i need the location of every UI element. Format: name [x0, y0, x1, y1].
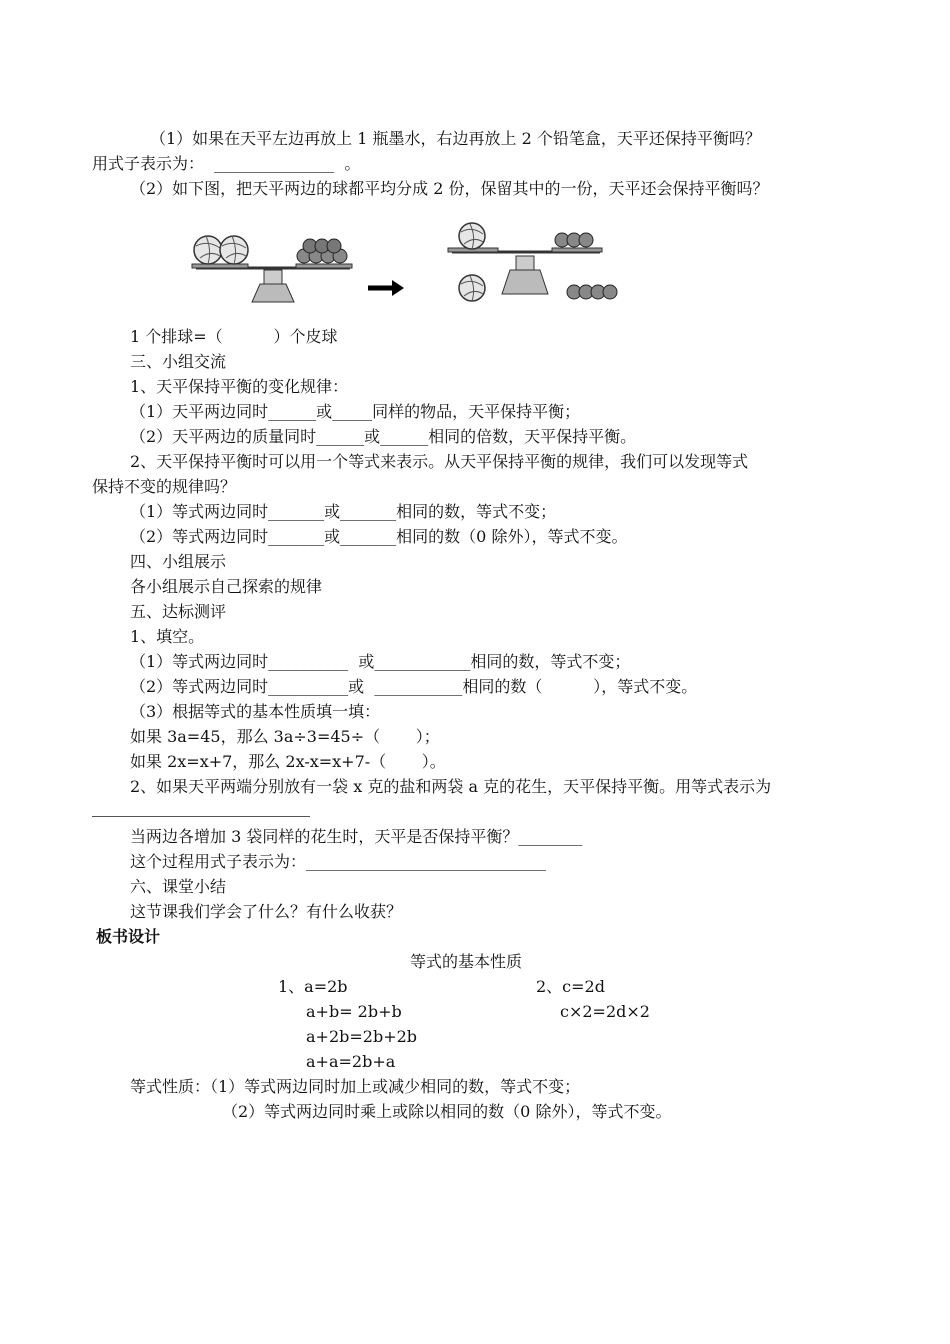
board-equation: a+a=2b+a — [306, 1052, 396, 1071]
board-equation: c×2=2d×2 — [560, 1002, 650, 1021]
arrow-right-icon — [368, 280, 404, 296]
fill-in-line: 这个过程用式子表示为：______________________________ — [130, 852, 547, 871]
question-1-answer-line: 用式子表示为： _______________ 。 — [92, 154, 361, 173]
fill-in-line: （1）等式两边同时__________ 或____________相同的数，等式不变； — [130, 652, 631, 671]
question-1-text: （1）如果在天平左边再放上 1 瓶墨水，右边再放上 2 个铅笔盒，天平还保持平衡吗？ — [150, 129, 761, 148]
board-equation: a+b= 2b+b — [306, 1002, 402, 1021]
paragraph-line: 各小组展示自己探索的规律 — [130, 577, 323, 596]
balance-scale-figure — [190, 222, 630, 312]
section-heading: 五、达标测评 — [130, 602, 227, 621]
section-heading: 四、小组展示 — [130, 552, 227, 571]
paragraph-line: 2、如果天平两端分别放有一袋 x 克的盐和两袋 a 克的花生，天平保持平衡。用等式表示为 — [130, 777, 772, 796]
section-heading: 三、小组交流 — [130, 352, 227, 371]
fill-in-line: 如果 3a=45，那么 3a÷3=45÷（ ）； — [130, 727, 440, 746]
fill-in-line: （2）等式两边同时_______或_______相同的数（0 除外），等式不变。 — [130, 527, 628, 546]
volleyball-icon — [459, 223, 485, 301]
answer-underline — [92, 816, 310, 817]
board-equation: 1、a=2b — [278, 977, 348, 996]
fill-in-line: （2）天平两边的质量同时______或______相同的倍数，天平保持平衡。 — [130, 427, 637, 446]
paragraph-line: 1、填空。 — [130, 627, 205, 646]
fill-in-line: （2）等式两边同时__________或 ___________相同的数（ ），等式不变。 — [130, 677, 698, 696]
leather-ball-icon — [555, 233, 617, 299]
property-line: （2）等式两边同时乘上或除以相同的数（0 除外），等式不变。 — [222, 1102, 672, 1121]
board-equation: 2、c=2d — [536, 977, 605, 996]
paragraph-line: 1、天平保持平衡的变化规律： — [130, 377, 349, 396]
volleyball-icon — [194, 236, 248, 264]
property-line: 等式性质：（1）等式两边同时加上或减少相同的数，等式不变； — [130, 1077, 581, 1096]
exchange-rate-line: 1 个排球=（ ）个皮球 — [130, 327, 338, 346]
balance-scale-icon — [192, 264, 352, 302]
fill-in-line: 如果 2x=x+7，那么 2x-x=x+7-（ ）。 — [130, 752, 446, 771]
paragraph-line: 这节课我们学会了什么？有什么收获？ — [130, 902, 403, 921]
board-design-heading: 板书设计 — [96, 927, 161, 946]
board-equation: a+2b=2b+2b — [306, 1027, 418, 1046]
fill-in-line: 当两边各增加 3 袋同样的花生时，天平是否保持平衡？________ — [130, 827, 583, 846]
paragraph-line: （3）根据等式的基本性质填一填： — [130, 702, 381, 721]
paragraph-line: 保持不变的规律吗？ — [92, 477, 237, 496]
question-2-text: （2）如下图，把天平两边的球都平均分成 2 份，保留其中的一份，天平还会保持平衡吗？ — [130, 179, 769, 198]
paragraph-line: 2、天平保持平衡时可以用一个等式来表示。从天平保持平衡的规律，我们可以发现等式 — [130, 452, 749, 471]
section-heading: 六、课堂小结 — [130, 877, 227, 896]
fill-in-line: （1）天平两边同时______或_____同样的物品，天平保持平衡； — [130, 402, 581, 421]
fill-in-line: （1）等式两边同时_______或_______相同的数，等式不变； — [130, 502, 557, 521]
leather-ball-icon — [297, 239, 347, 263]
board-title: 等式的基本性质 — [410, 952, 523, 971]
